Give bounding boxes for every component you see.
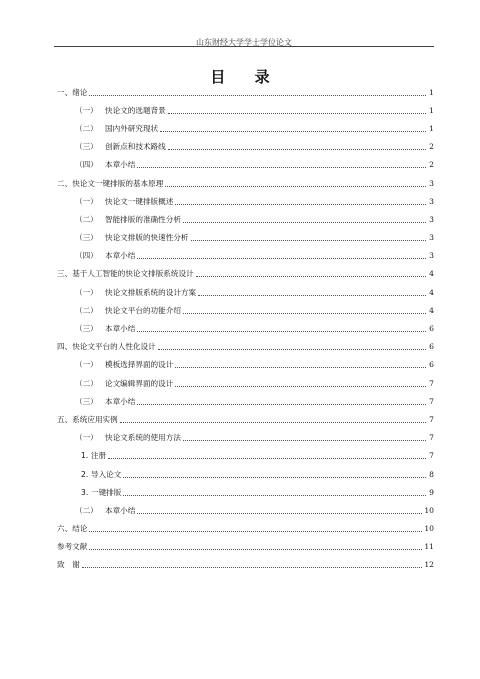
toc-entry-number: 2. [81, 469, 89, 479]
toc-entry-number: （三） [75, 396, 98, 406]
running-header: 山东财经大学学士学位论文 [196, 38, 292, 47]
toc-entry[interactable] [57, 465, 434, 483]
toc-entry-page: 7 [429, 433, 434, 443]
toc-entry-page: 2 [429, 142, 434, 152]
toc-entry[interactable] [57, 538, 434, 556]
toc-entry[interactable] [57, 174, 434, 192]
toc-entry-page: 12 [424, 560, 434, 570]
toc-entry-number: （四） [75, 160, 98, 170]
toc-entry-page: 3 [429, 251, 434, 261]
toc-entry-label: 智能排版的准确性分析 [105, 214, 181, 224]
toc-entry-label: 创新点和技术路线 [105, 142, 166, 152]
toc-entry-page: 1 [429, 123, 434, 133]
toc-entry-page: 11 [424, 542, 434, 552]
dot-leader [175, 367, 426, 368]
toc-entry-label: 本章小结 [105, 396, 136, 406]
dot-leader [191, 240, 426, 241]
toc-entry-number: （二） [75, 214, 98, 224]
dot-leader [198, 295, 426, 296]
toc-entry[interactable] [57, 138, 434, 156]
toc-entry-label: 导入论文 [91, 469, 122, 479]
dot-leader [168, 149, 426, 150]
dot-leader [120, 422, 426, 423]
dot-leader [183, 440, 426, 441]
toc-entry[interactable] [57, 501, 434, 519]
toc-entry-label: 快论文一键排版的基本原理 [72, 178, 164, 188]
toc-entry-page: 7 [429, 414, 434, 424]
toc-entry-number: 四、 [57, 342, 73, 352]
toc-entry-number: 三、 [57, 269, 73, 279]
toc-entry-page: 3 [429, 178, 434, 188]
toc-entry[interactable] [57, 156, 434, 174]
toc-entry-label: 系统应用实例 [72, 414, 118, 424]
dot-leader [137, 513, 422, 514]
dot-leader [165, 186, 426, 187]
toc-entry[interactable] [57, 83, 434, 101]
toc-entry-label: 快论文排版的快速性分析 [105, 233, 189, 243]
toc-entry-label: 致 谢 [57, 560, 80, 570]
toc-entry-label: 快论文一键排版概述 [105, 196, 174, 206]
toc-entry[interactable] [57, 101, 434, 119]
toc-entry[interactable] [57, 392, 434, 410]
toc-entry-label: 参考文献 [57, 542, 88, 552]
toc-entry-label: 论文编辑界面的设计 [105, 378, 174, 388]
toc-entry[interactable] [57, 356, 434, 374]
toc-title: 目 录 [210, 68, 282, 86]
toc-entry-page: 7 [429, 378, 434, 388]
toc-entry[interactable] [57, 247, 434, 265]
toc-entry-number: （一） [75, 433, 98, 443]
toc-entry-number: （一） [75, 196, 98, 206]
dot-leader [196, 276, 426, 277]
toc-entry-number: （三） [75, 142, 98, 152]
dot-leader [175, 204, 426, 205]
toc-entry-number: 五、 [57, 414, 73, 424]
toc-entry-number: 二、 [57, 178, 73, 188]
dot-leader [183, 313, 426, 314]
toc-entry-label: 快论文排版系统的设计方案 [105, 287, 197, 297]
toc-entry-page: 3 [429, 233, 434, 243]
toc-entry-page: 6 [429, 324, 434, 334]
toc-entry-page: 7 [429, 451, 434, 461]
toc-entry-label: 快论文平台的人性化设计 [72, 342, 156, 352]
toc-entry-page: 9 [429, 487, 434, 497]
toc-entry-page: 6 [429, 360, 434, 370]
toc-entry-page: 4 [429, 287, 434, 297]
toc-entry-page: 1 [429, 87, 434, 97]
dot-leader [137, 331, 426, 332]
dot-leader [89, 549, 422, 550]
toc-entry[interactable] [57, 119, 434, 137]
header-rule [54, 46, 434, 47]
toc-entry-label: 模板选择界面的设计 [105, 360, 174, 370]
toc-entry-number: 3. [81, 487, 89, 497]
toc-entry-number: （一） [75, 105, 98, 115]
dot-leader [158, 349, 426, 350]
dot-leader [123, 477, 426, 478]
toc-entry[interactable] [57, 319, 434, 337]
toc-entry-label: 基于人工智能的快论文排版系统设计 [72, 269, 194, 279]
toc-entry-number: （四） [75, 251, 98, 261]
toc-entry-page: 10 [424, 524, 434, 534]
dot-leader [160, 131, 426, 132]
toc-entry-page: 6 [429, 342, 434, 352]
toc-entry[interactable] [57, 192, 434, 210]
toc-entry-number: 1. [81, 451, 89, 461]
toc-entry-number: （二） [75, 123, 98, 133]
toc-entry-label: 绪论 [72, 87, 88, 97]
toc-entry-page: 1 [429, 105, 434, 115]
toc-entry[interactable] [57, 338, 434, 356]
toc-entry-label: 注册 [91, 451, 107, 461]
toc-entry-page: 3 [429, 214, 434, 224]
toc-entry-page: 3 [429, 196, 434, 206]
toc-entry-page: 4 [429, 305, 434, 315]
toc-entry[interactable] [57, 483, 434, 501]
toc-entry[interactable] [57, 410, 434, 428]
dot-leader [123, 495, 426, 496]
toc-entry-label: 快论文平台的功能介绍 [105, 305, 181, 315]
toc-entry-number: （二） [75, 505, 98, 515]
dot-leader [168, 113, 426, 114]
toc-entry-label: 快论文系统的使用方法 [105, 433, 181, 443]
toc-entry-label: 本章小结 [105, 251, 136, 261]
toc-entry[interactable] [57, 283, 434, 301]
toc-entry-label: 国内外研究现状 [105, 123, 159, 133]
toc-entry-number: （一） [75, 287, 98, 297]
toc-entry-number: 六、 [57, 524, 73, 534]
toc-entry[interactable] [57, 374, 434, 392]
toc-entry-number: （二） [75, 305, 98, 315]
dot-leader [82, 567, 423, 568]
toc-entry[interactable] [57, 229, 434, 247]
dot-leader [89, 95, 426, 96]
table-of-contents [57, 83, 434, 574]
toc-entry[interactable] [57, 520, 434, 538]
toc-entry-page: 10 [424, 505, 434, 515]
toc-entry-number: （三） [75, 233, 98, 243]
toc-entry-number: （二） [75, 378, 98, 388]
toc-entry-label: 本章小结 [105, 160, 136, 170]
toc-entry-label: 本章小结 [105, 505, 136, 515]
toc-entry-page: 7 [429, 396, 434, 406]
toc-entry[interactable] [57, 429, 434, 447]
dot-leader [183, 222, 426, 223]
toc-entry-page: 8 [429, 469, 434, 479]
toc-entry[interactable] [57, 210, 434, 228]
toc-entry-number: （一） [75, 360, 98, 370]
toc-entry-number: 一、 [57, 87, 73, 97]
toc-entry[interactable] [57, 556, 434, 574]
toc-entry-label: 快论文的选题背景 [105, 105, 166, 115]
toc-entry-label: 结论 [72, 524, 88, 534]
dot-leader [89, 531, 422, 532]
dot-leader [137, 404, 426, 405]
toc-entry[interactable] [57, 265, 434, 283]
dot-leader [137, 258, 426, 259]
dot-leader [175, 386, 426, 387]
dot-leader [108, 458, 426, 459]
toc-entry-number: （三） [75, 324, 98, 334]
toc-entry[interactable] [57, 301, 434, 319]
toc-entry[interactable] [57, 447, 434, 465]
dot-leader [137, 167, 426, 168]
toc-entry-page: 4 [429, 269, 434, 279]
toc-entry-page: 2 [429, 160, 434, 170]
toc-entry-label: 本章小结 [105, 324, 136, 334]
toc-entry-label: 一键排版 [91, 487, 122, 497]
